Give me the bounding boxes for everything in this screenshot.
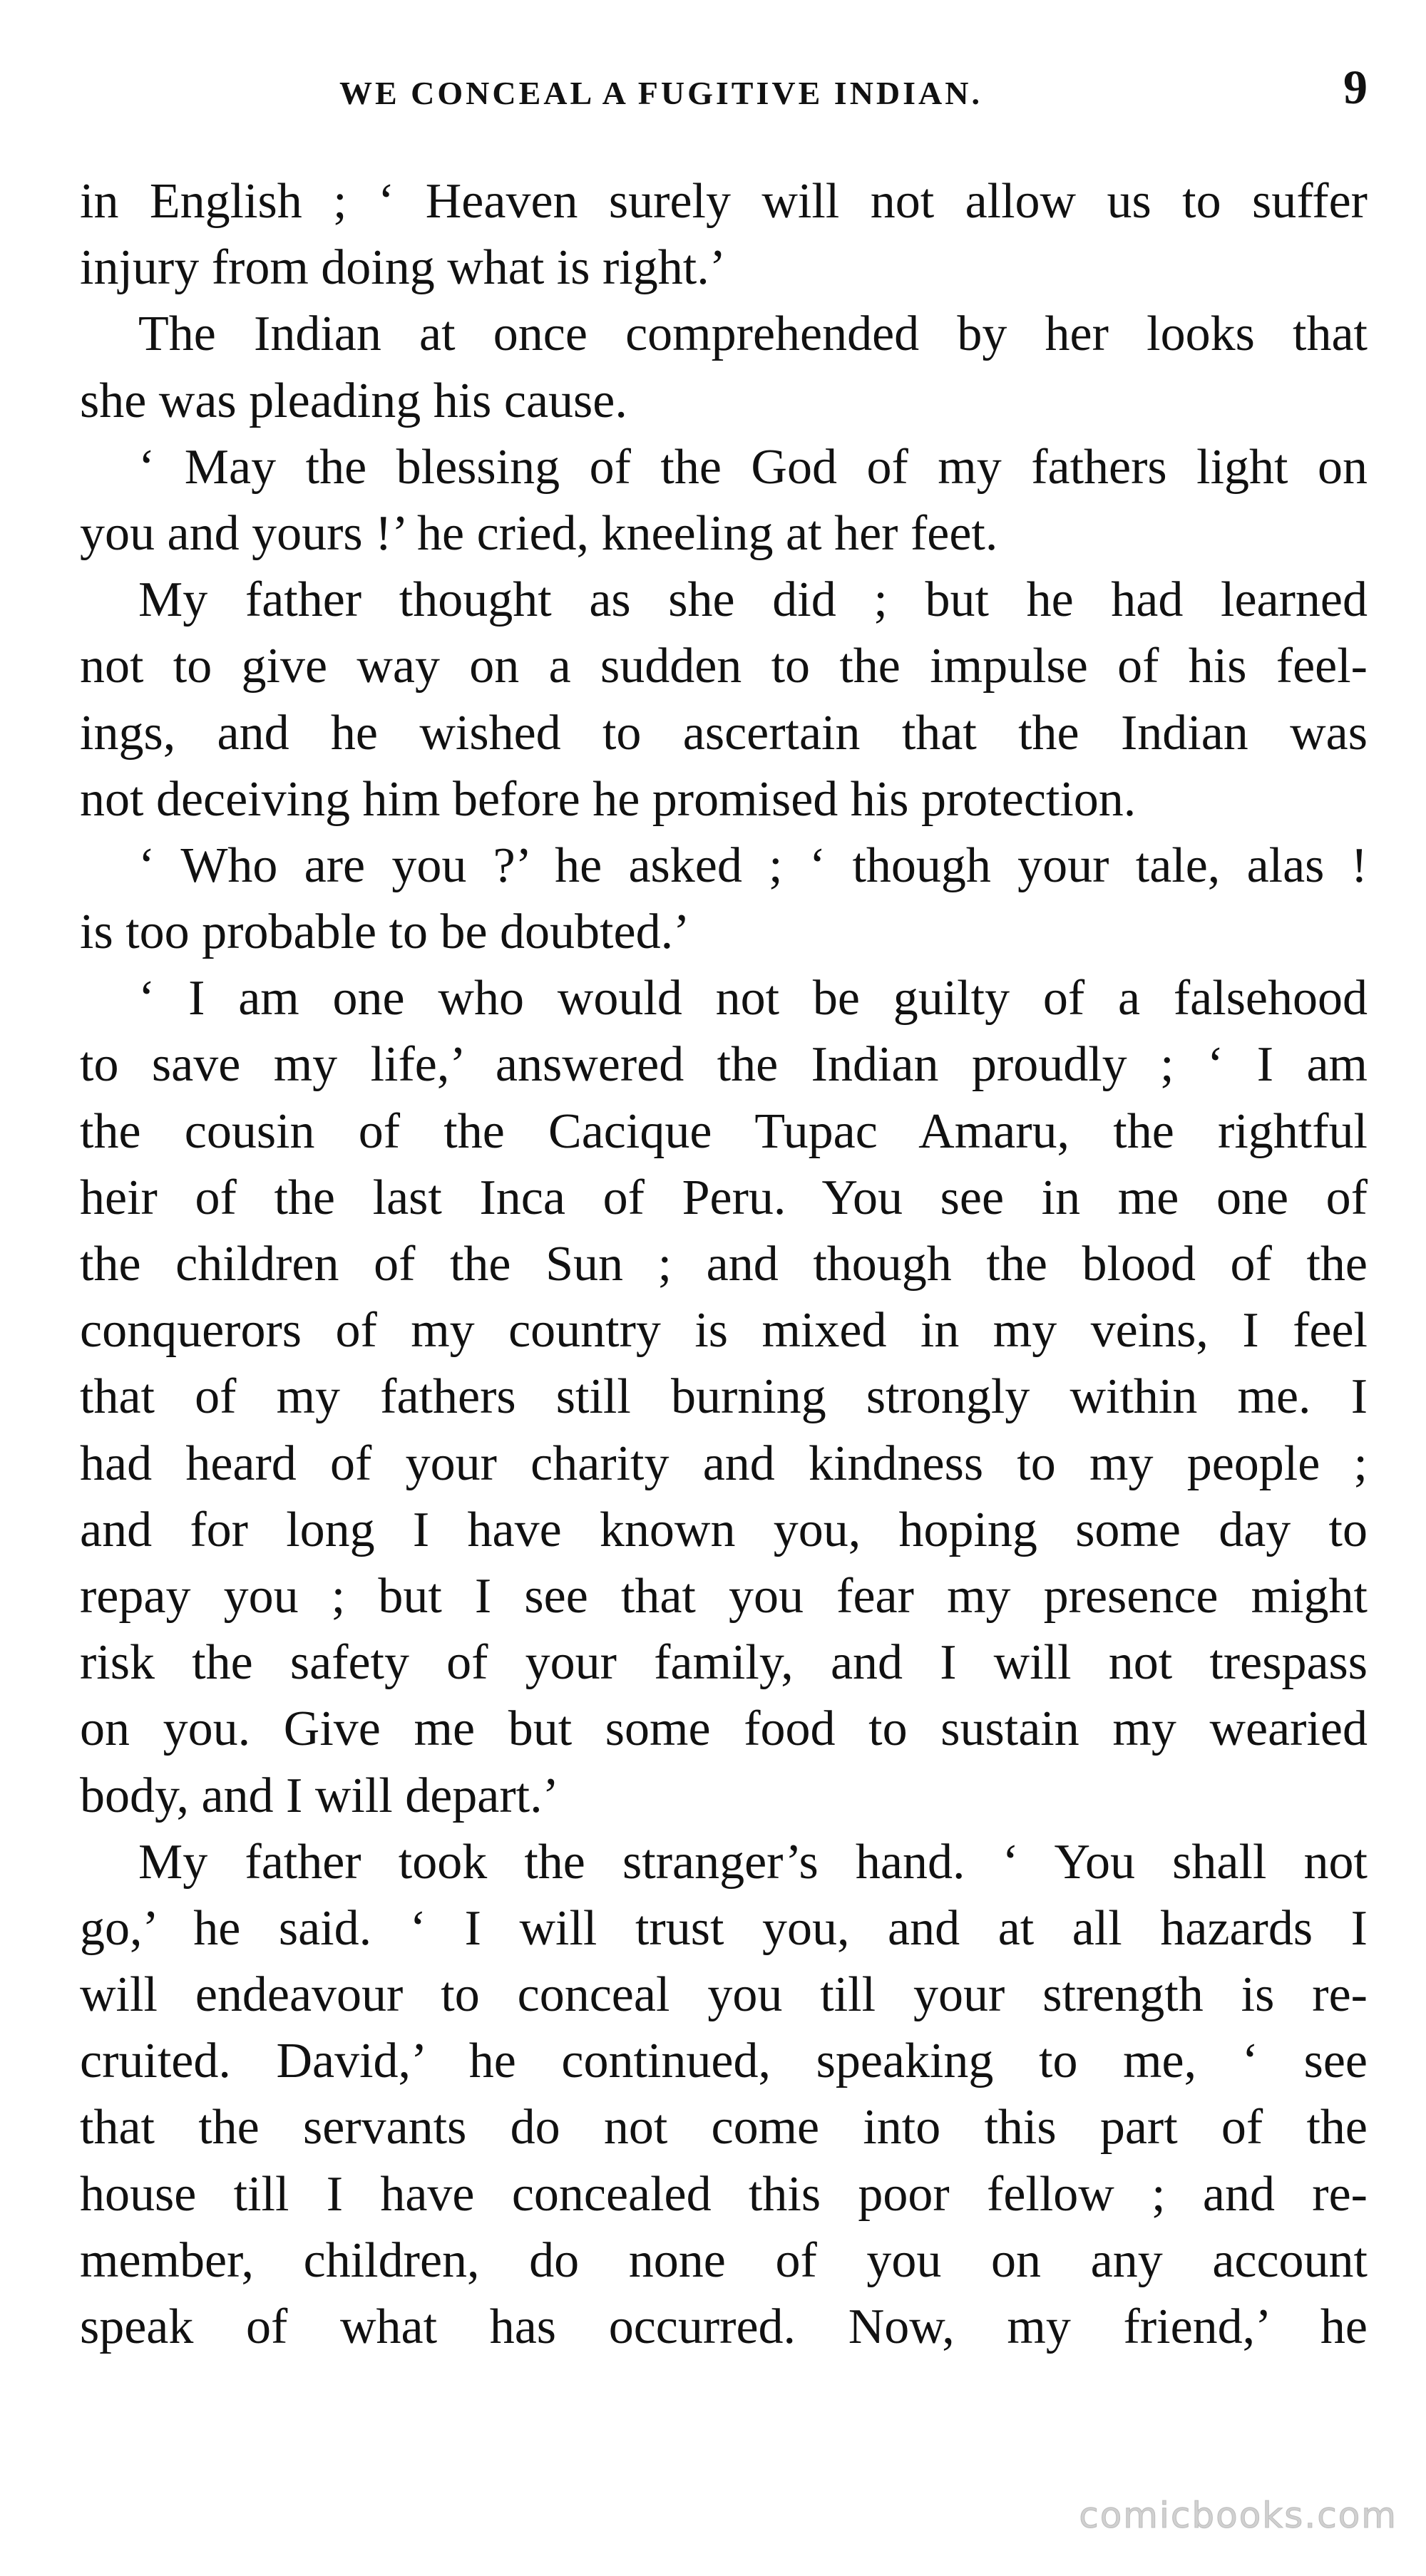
text-line: conquerors of my country is mixed in my veins, I feel — [80, 1303, 1368, 1359]
text-line: body, and I will depart.’ — [80, 1768, 559, 1823]
text-line: repay you ; but I see that you fear my presence might — [80, 1568, 1368, 1624]
text-line: you and yours !’ he cried, kneeling at her feet. — [80, 505, 998, 561]
text-line: heir of the last Inca of Peru. You see in me one of — [80, 1170, 1368, 1225]
text-line: The Indian at once comprehended by her looks that — [138, 306, 1368, 362]
watermark: comicbooks.com — [1079, 2495, 1397, 2536]
text-line: speak of what has occurred. Now, my friend,’ he — [80, 2299, 1368, 2354]
text-line: the children of the Sun ; and though the blood of the — [80, 1237, 1368, 1292]
running-title: WE CONCEAL A FUGITIVE INDIAN. — [339, 75, 983, 111]
text-line: ‘ I am one who would not be guilty of a falsehood — [138, 971, 1368, 1026]
text-line: not to give way on a sudden to the impulse of his feel- — [80, 639, 1368, 694]
text-line: ings, and he wished to ascertain that the Indian was — [80, 705, 1368, 761]
text-line: and for long I have known you, hoping some day to — [80, 1502, 1368, 1557]
text-line: ‘ May the blessing of the God of my fathers light on — [138, 439, 1368, 495]
text-line: she was pleading his cause. — [80, 373, 627, 428]
text-line: risk the safety of your family, and I will not trespass — [80, 1635, 1368, 1691]
body-text — [80, 168, 1368, 2360]
text-line: on you. Give me but some food to sustain my wearied — [80, 1701, 1368, 1757]
text-line: in English ; ‘ Heaven surely will not allow us to suffer — [80, 174, 1368, 229]
text-line: not deceiving him before he promised his protection. — [80, 771, 1137, 827]
text-line: had heard of your charity and kindness to my people ; — [80, 1436, 1368, 1491]
text-line: is too probable to be doubted.’ — [80, 905, 690, 960]
text-line: My father took the stranger’s hand. ‘ You shall not — [138, 1834, 1368, 1890]
text-line: injury from doing what is right.’ — [80, 240, 727, 296]
text-line: cruited. David,’ he continued, speaking to me, ‘ see — [80, 2034, 1368, 2089]
text-line: member, children, do none of you on any account — [80, 2232, 1368, 2288]
text-line: that of my fathers still burning strongly within me. I — [80, 1369, 1368, 1425]
running-head — [80, 60, 1369, 127]
text-line: will endeavour to conceal you till your strength is re- — [80, 1967, 1368, 2023]
text-line: house till I have concealed this poor fellow ; and re- — [80, 2166, 1368, 2222]
text-line: the cousin of the Cacique Tupac Amaru, the rightful — [80, 1103, 1368, 1159]
page-number: 9 — [1343, 60, 1368, 114]
text-line: My father thought as she did ; but he had learned — [138, 572, 1368, 628]
text-line: that the servants do not come into this part of the — [80, 2100, 1368, 2155]
text-line: to save my life,’ answered the Indian proudly ; ‘ I am — [80, 1037, 1368, 1093]
text-line: ‘ Who are you ?’ he asked ; ‘ though your tale, alas ! — [138, 838, 1368, 893]
text-line: go,’ he said. ‘ I will trust you, and at all hazards I — [80, 1900, 1368, 1956]
